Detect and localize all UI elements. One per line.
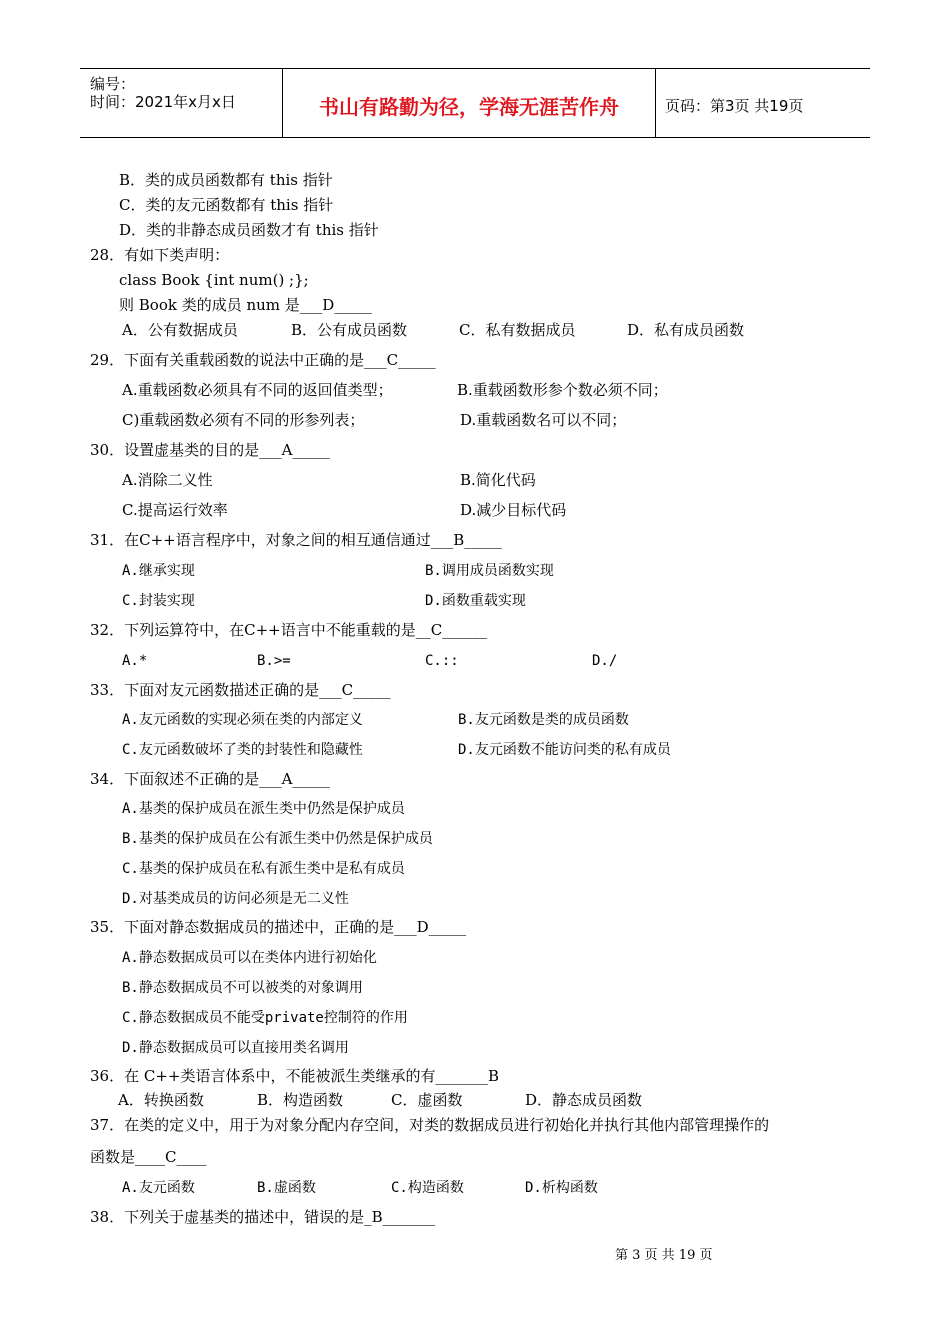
option-b: B.静态数据成员不可以被类的对象调用 xyxy=(122,980,363,996)
option-b: B.>= xyxy=(257,653,291,669)
option-b: B.简化代码 xyxy=(460,471,536,489)
code-line: class Book {int num() ;}; xyxy=(119,271,309,289)
page-footer: 第 3 页 共 19 页 xyxy=(615,1248,713,1263)
option-d: D.静态数据成员可以直接用类名调用 xyxy=(122,1040,349,1056)
option-c: C.基类的保护成员在私有派生类中是私有成员 xyxy=(122,861,405,877)
option-c: C.友元函数破坏了类的封装性和隐藏性 xyxy=(122,742,363,758)
option-a: A．转换函数 xyxy=(118,1091,204,1109)
option-c: C.:: xyxy=(425,653,459,669)
option-line: C．类的友元函数都有 this 指针 xyxy=(119,196,334,214)
option-a: A.消除二义性 xyxy=(122,471,213,489)
option-a: A.重载函数必须具有不同的返回值类型； xyxy=(122,381,393,399)
option-d: D./ xyxy=(592,653,618,669)
option-b: B.调用成员函数实现 xyxy=(425,563,554,579)
page-header xyxy=(80,68,870,138)
question-text: 则 Book 类的成员 num 是___D_____ xyxy=(119,296,372,314)
header-left-cell xyxy=(80,69,282,137)
option-d: D．静态成员函数 xyxy=(525,1091,643,1109)
option-a: A．公有数据成员 xyxy=(122,321,238,339)
question-29: 29．下面有关重载函数的说法中正确的是___C_____ xyxy=(90,351,436,369)
option-b: B.基类的保护成员在公有派生类中仍然是保护成员 xyxy=(122,831,433,847)
option-b: B.虚函数 xyxy=(257,1180,316,1196)
question-31: 31．在C++语言程序中，对象之间的相互通信通过___B_____ xyxy=(90,531,502,549)
header-right-cell xyxy=(655,69,870,137)
question-37: 37．在类的定义中，用于为对象分配内存空间，对类的数据成员进行初始化并执行其他内部管理操作的 xyxy=(90,1116,770,1134)
option-d: D.函数重载实现 xyxy=(425,593,526,609)
option-b: B.友元函数是类的成员函数 xyxy=(458,712,629,728)
question-33: 33．下面对友元函数描述正确的是___C_____ xyxy=(90,681,391,699)
header-motto-cell xyxy=(282,69,656,137)
option-d: D.对基类成员的访问必须是无二义性 xyxy=(122,891,349,907)
option-c: C.构造函数 xyxy=(391,1180,464,1196)
option-d: D．私有成员函数 xyxy=(627,321,745,339)
question-28: 28．有如下类声明： xyxy=(90,246,230,264)
option-d: D.友元函数不能访问类的私有成员 xyxy=(458,742,671,758)
option-c: C.封装实现 xyxy=(122,593,195,609)
option-a: A.友元函数的实现必须在类的内部定义 xyxy=(122,712,363,728)
option-b: B.重载函数形参个数必须不同； xyxy=(457,381,668,399)
option-a: A.继承实现 xyxy=(122,563,195,579)
option-line: B．类的成员函数都有 this 指针 xyxy=(119,171,333,189)
option-b: B．构造函数 xyxy=(257,1091,344,1109)
page-info: 页码：第3页 共19页 xyxy=(665,97,804,115)
option-a: A.静态数据成员可以在类体内进行初始化 xyxy=(122,950,377,966)
option-a: A.友元函数 xyxy=(122,1180,195,1196)
option-a: A.* xyxy=(122,653,148,669)
option-c: C)重载函数必须有不同的形参列表； xyxy=(122,411,365,429)
option-c: C．虚函数 xyxy=(391,1091,463,1109)
option-c: C.静态数据成员不能受private控制符的作用 xyxy=(122,1010,408,1026)
question-32: 32．下列运算符中，在C++语言中不能重载的是__C______ xyxy=(90,621,488,639)
option-line: D．类的非静态成员函数才有 this 指针 xyxy=(119,221,379,239)
option-d: D.析构函数 xyxy=(525,1180,598,1196)
question-34: 34．下面叙述不正确的是___A_____ xyxy=(90,770,330,788)
option-d: D.减少目标代码 xyxy=(460,501,567,519)
option-d: D.重载函数名可以不同； xyxy=(460,411,627,429)
option-b: B．公有成员函数 xyxy=(291,321,408,339)
motto: 书山有路勤为径，学海无涯苦作舟 xyxy=(319,95,619,119)
option-c: C.提高运行效率 xyxy=(122,501,228,519)
question-36: 36．在 C++类语言体系中，不能被派生类继承的有_______B xyxy=(90,1067,499,1085)
question-38: 38．下列关于虚基类的描述中，错误的是_B_______ xyxy=(90,1208,436,1226)
option-a: A.基类的保护成员在派生类中仍然是保护成员 xyxy=(122,801,405,817)
question-text: 函数是____C____ xyxy=(90,1148,207,1166)
question-30: 30．设置虚基类的目的是___A_____ xyxy=(90,441,330,459)
doc-number-label: 编号： xyxy=(90,75,136,93)
option-c: C．私有数据成员 xyxy=(459,321,576,339)
question-35: 35．下面对静态数据成员的描述中，正确的是___D_____ xyxy=(90,918,467,936)
doc-time-label: 时间：2021年x月x日 xyxy=(90,93,236,111)
